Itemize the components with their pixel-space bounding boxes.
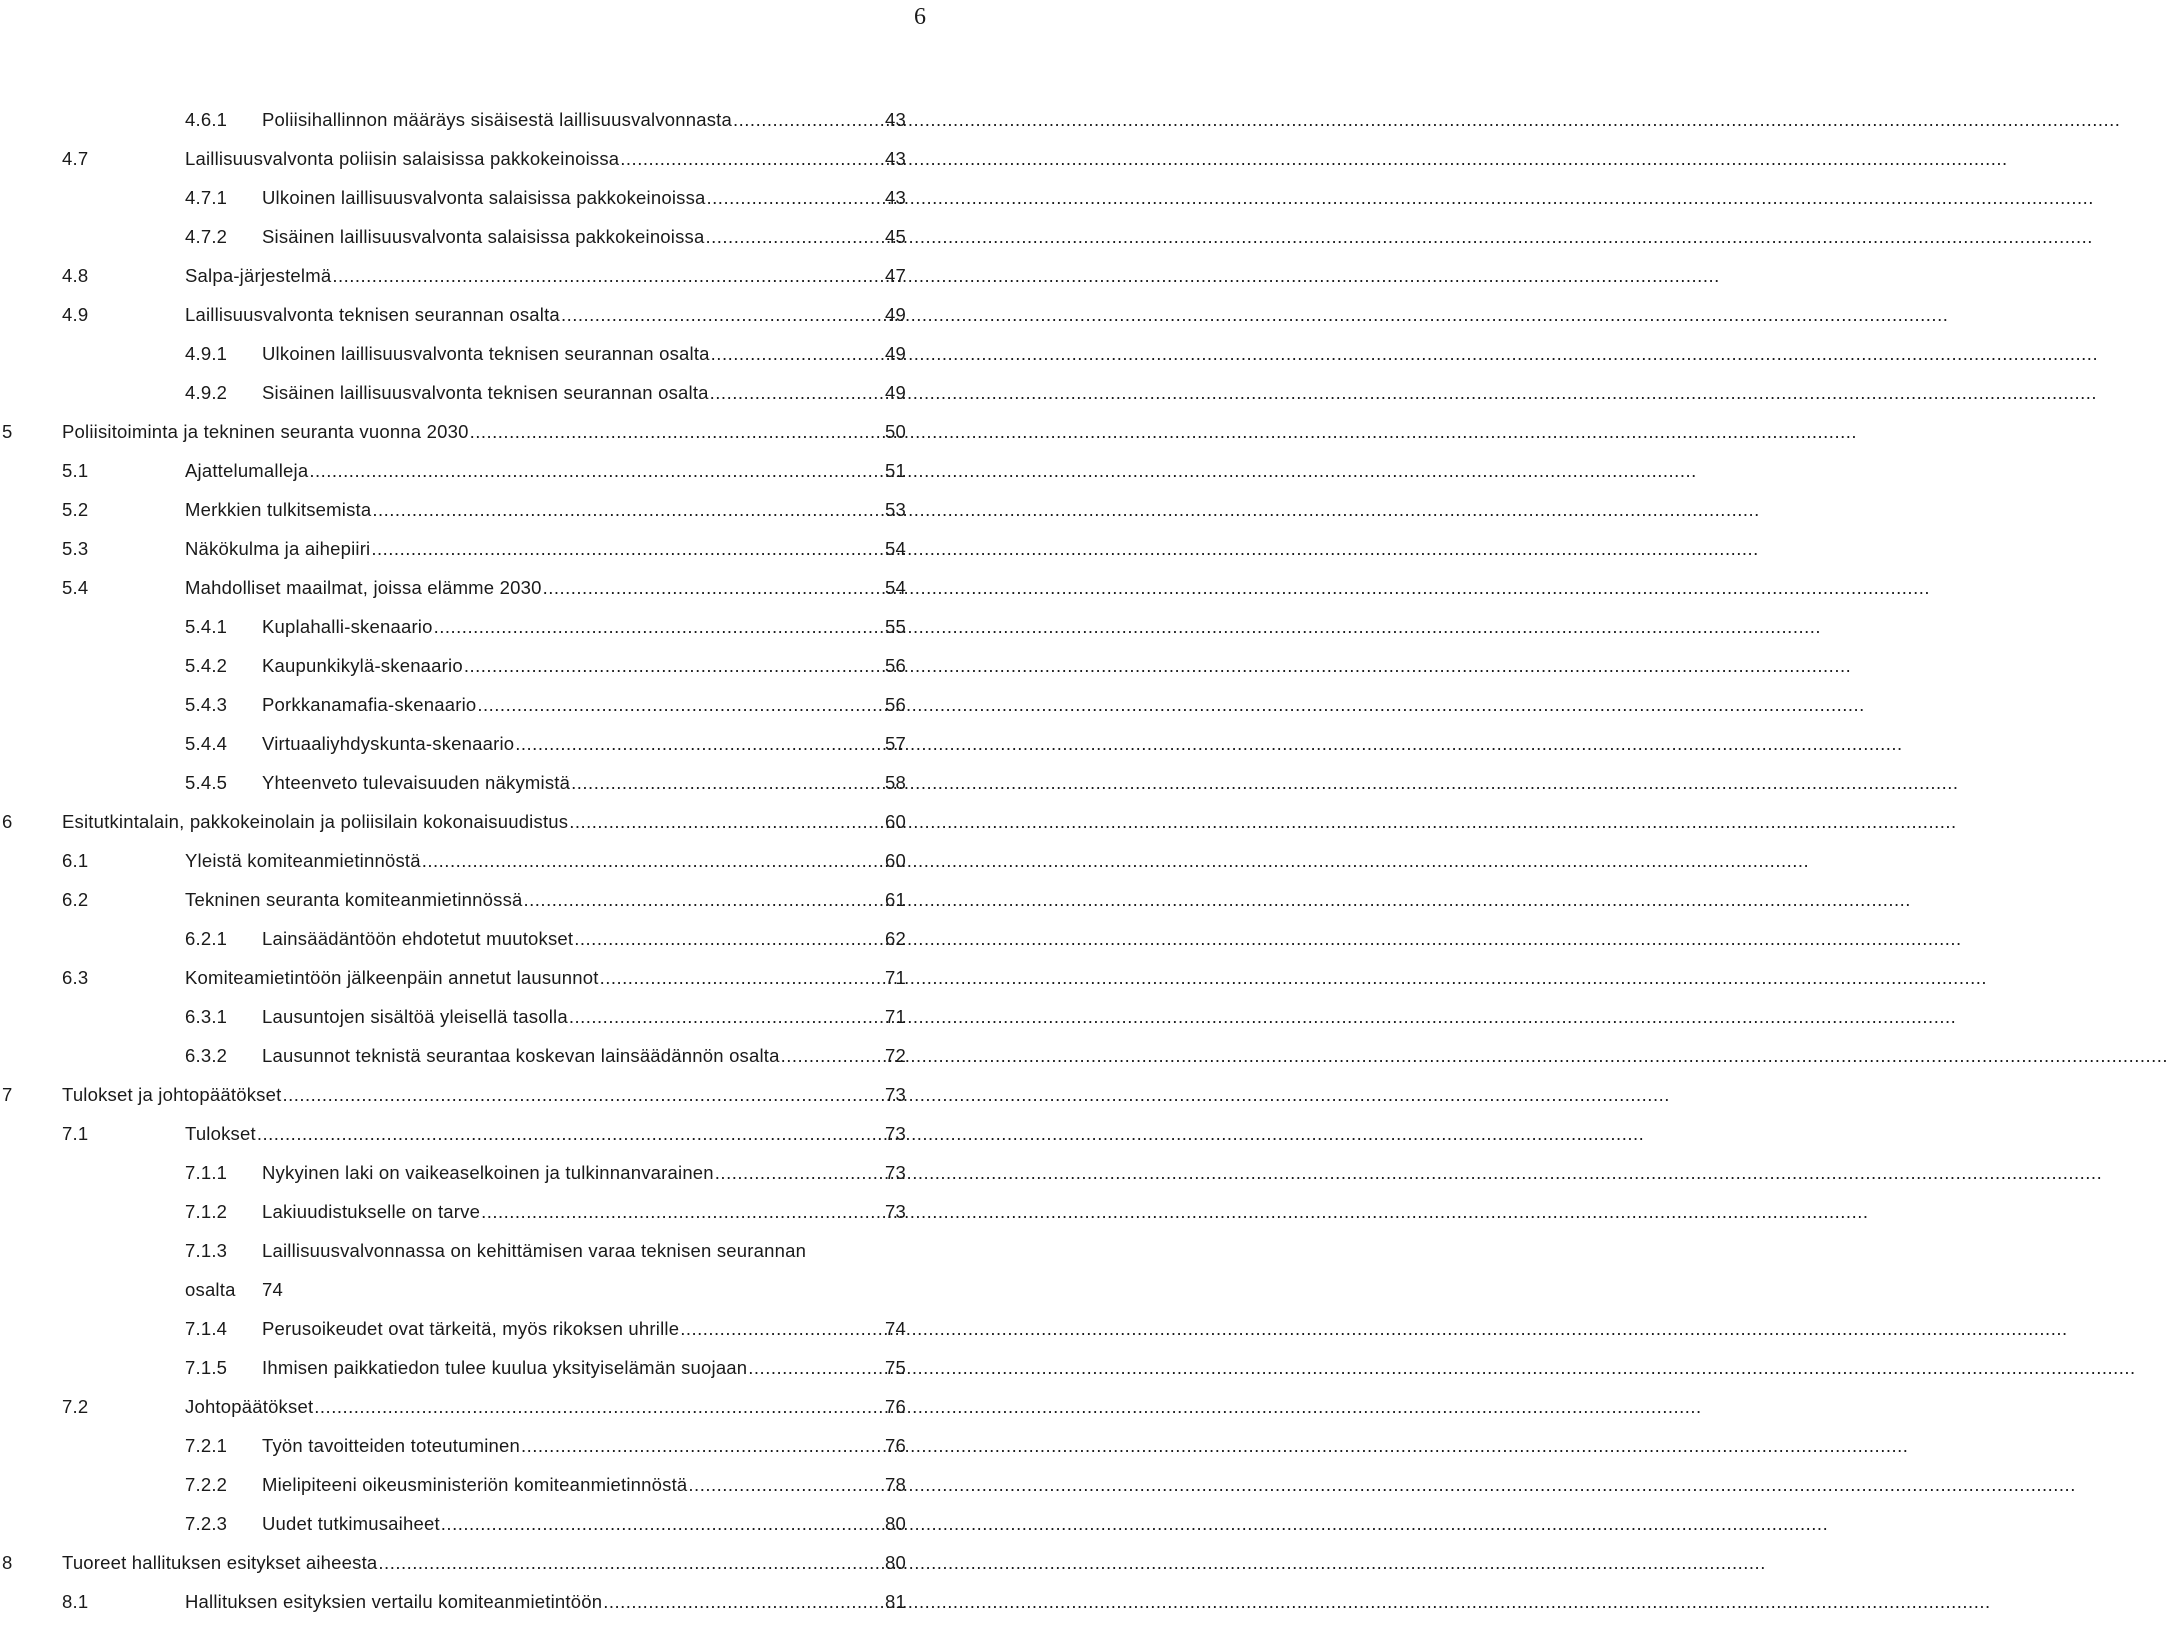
toc-entry-page: 53 xyxy=(885,499,906,520)
toc-dot-leader xyxy=(309,451,883,490)
toc-dot-leader xyxy=(620,139,883,178)
toc-entry-body xyxy=(262,997,906,1036)
toc-entry[interactable] xyxy=(0,1036,960,1075)
toc-entry-title: Laillisuusvalvonta teknisen seurannan osalta xyxy=(185,304,560,325)
toc-entry-number: 7.1.2 xyxy=(185,1201,228,1222)
toc-entry-page: 55 xyxy=(885,616,906,637)
toc-entry[interactable] xyxy=(0,724,960,763)
toc-entry-title: Virtuaaliyhdyskunta-skenaario xyxy=(262,733,515,754)
toc-entry-title: Työn tavoitteiden toteutuminen xyxy=(262,1435,520,1456)
toc-entry[interactable] xyxy=(0,1504,960,1543)
toc-entry-title: Tulokset ja johtopäätökset xyxy=(62,1084,282,1105)
toc-entry-number: 7.2 xyxy=(62,1396,89,1417)
toc-entry-body xyxy=(262,373,906,412)
toc-entry-title: Nykyinen laki on vaikeaselkoinen ja tulkinnanvarainen xyxy=(262,1162,714,1183)
toc-entry-title: Komiteamietintöön jälkeenpäin annetut lausunnot xyxy=(185,967,599,988)
toc-entry-title: Mielipiteeni oikeusministeriön komiteanmietinnöstä xyxy=(262,1474,688,1495)
toc-entry-title: Perusoikeudet ovat tärkeitä, myös rikoksen uhrille xyxy=(262,1318,680,1339)
toc-entry-number: 8 xyxy=(2,1552,13,1573)
toc-entry[interactable] xyxy=(0,685,960,724)
toc-entry-number: 5.4 xyxy=(62,577,89,598)
toc-entry[interactable] xyxy=(0,178,960,217)
toc-entry-body xyxy=(62,1543,906,1582)
toc-entry-page: 75 xyxy=(885,1357,906,1378)
toc-entry-title: Esitutkintalain, pakkokeinolain ja poliisilain kokonaisuudistus xyxy=(62,811,569,832)
toc-entry-number: 7.2.1 xyxy=(185,1435,228,1456)
toc-entry-title-continuation: osalta xyxy=(185,1279,236,1300)
toc-entry[interactable] xyxy=(0,451,960,490)
toc-entry-number: 6.3 xyxy=(62,967,89,988)
toc-entry-title: Laillisuusvalvonnassa on kehittämisen varaa teknisen seurannan xyxy=(262,1240,807,1261)
toc-entry-page: 57 xyxy=(885,733,906,754)
toc-entry[interactable] xyxy=(0,1465,960,1504)
toc-entry-title: Tekninen seuranta komiteanmietinnössä xyxy=(185,889,523,910)
toc-entry-body xyxy=(262,1153,906,1192)
toc-entry-continuation[interactable] xyxy=(0,1270,960,1309)
toc-dot-leader xyxy=(282,1075,883,1114)
toc-entry-body xyxy=(262,919,906,958)
toc-dot-leader xyxy=(521,1426,883,1465)
toc-entry[interactable] xyxy=(0,1153,960,1192)
toc-entry-body xyxy=(262,685,906,724)
toc-entry[interactable] xyxy=(0,295,960,334)
toc-entry-page: 74 xyxy=(885,1318,906,1339)
toc-entry-body xyxy=(262,724,906,763)
toc-dot-leader xyxy=(441,1504,883,1543)
toc-entry-body xyxy=(185,880,906,919)
toc-dot-leader xyxy=(707,178,883,217)
toc-entry-page: 51 xyxy=(885,460,906,481)
toc-dot-leader xyxy=(706,217,884,256)
toc-entry-page: 45 xyxy=(885,226,906,247)
toc-entry-page: 71 xyxy=(885,967,906,988)
toc-entry-title: Ajattelumalleja xyxy=(185,460,309,481)
toc-entry-body xyxy=(262,1426,906,1465)
toc-entry-page: 47 xyxy=(885,265,906,286)
toc-entry[interactable] xyxy=(0,1114,960,1153)
toc-entry-number: 5.3 xyxy=(62,538,89,559)
toc-entry-body xyxy=(262,1036,906,1075)
toc-entry-title: Hallituksen esityksien vertailu komiteanmietintöön xyxy=(185,1591,603,1612)
toc-entry-number: 5 xyxy=(2,421,13,442)
toc-entry-body xyxy=(185,139,906,178)
toc-entry-body xyxy=(262,1348,906,1387)
toc-entry-number: 4.6.1 xyxy=(185,109,228,130)
toc-entry[interactable] xyxy=(0,412,960,451)
toc-entry-body xyxy=(185,1114,906,1153)
toc-dot-leader xyxy=(733,100,883,139)
toc-entry-title: Poliisitoiminta ja tekninen seuranta vuonna 2030 xyxy=(62,421,469,442)
toc-entry-title: Poliisihallinnon määräys sisäisestä laillisuusvalvonnasta xyxy=(262,109,733,130)
toc-entry-title: Merkkien tulkitsemista xyxy=(185,499,372,520)
toc-entry-number: 7.1.5 xyxy=(185,1357,228,1378)
toc-entry[interactable] xyxy=(0,139,960,178)
toc-entry-title: Sisäinen laillisuusvalvonta salaisissa pakkokeinoissa xyxy=(262,226,705,247)
toc-entry[interactable] xyxy=(0,802,960,841)
toc-entry[interactable] xyxy=(0,880,960,919)
toc-dot-leader xyxy=(477,685,883,724)
toc-entry-title: Ulkoinen laillisuusvalvonta salaisissa pakkokeinoissa xyxy=(262,187,706,208)
toc-entry[interactable] xyxy=(0,919,960,958)
toc-entry-body xyxy=(262,1192,906,1231)
toc-dot-leader xyxy=(314,1387,883,1426)
toc-entry-number: 7.2.2 xyxy=(185,1474,228,1495)
toc-entry-page: 43 xyxy=(885,148,906,169)
toc-entry[interactable] xyxy=(0,841,960,880)
toc-entry-number: 6.1 xyxy=(62,850,89,871)
toc-entry-body xyxy=(185,958,906,997)
toc-entry-title: Lakiuudistukselle on tarve xyxy=(262,1201,481,1222)
toc-dot-leader xyxy=(422,841,883,880)
toc-entry-number: 4.7.2 xyxy=(185,226,228,247)
toc-entry-number: 4.7 xyxy=(62,148,89,169)
toc-entry-body xyxy=(185,490,906,529)
toc-entry[interactable] xyxy=(0,1231,960,1270)
toc-entry-number: 6.3.2 xyxy=(185,1045,228,1066)
toc-entry-title: Ulkoinen laillisuusvalvonta teknisen seurannan osalta xyxy=(262,343,710,364)
toc-entry-number: 5.2 xyxy=(62,499,89,520)
toc-entry-title: Laillisuusvalvonta poliisin salaisissa pakkokeinoissa xyxy=(185,148,620,169)
toc-entry-title: Porkkanamafia-skenaario xyxy=(262,694,477,715)
toc-entry-number: 6 xyxy=(2,811,13,832)
toc-entry-number: 6.3.1 xyxy=(185,1006,228,1027)
toc-entry-body xyxy=(185,1582,906,1621)
toc-entry-page: 54 xyxy=(885,577,906,598)
toc-dot-leader xyxy=(571,763,883,802)
toc-entry[interactable] xyxy=(0,1543,960,1582)
toc-entry-page: 76 xyxy=(885,1435,906,1456)
toc-entry-page: 60 xyxy=(885,811,906,832)
toc-dot-leader xyxy=(257,1114,883,1153)
toc-entry-title: Mahdolliset maailmat, joissa elämme 2030 xyxy=(185,577,542,598)
toc-entry-page: 60 xyxy=(885,850,906,871)
toc-entry-body xyxy=(62,1075,906,1114)
toc-dot-leader xyxy=(434,607,883,646)
toc-dot-leader xyxy=(524,880,884,919)
toc-entry-number: 7.1.4 xyxy=(185,1318,228,1339)
toc-dot-leader xyxy=(781,1036,883,1075)
toc-dot-leader xyxy=(600,958,883,997)
toc-entry[interactable] xyxy=(0,373,960,412)
toc-entry-body xyxy=(185,295,906,334)
toc-entry[interactable] xyxy=(0,997,960,1036)
toc-dot-leader xyxy=(711,334,883,373)
toc-entry-number: 6.2 xyxy=(62,889,89,910)
toc-entry-number: 5.4.4 xyxy=(185,733,228,754)
toc-entry-body xyxy=(262,178,906,217)
toc-dot-leader xyxy=(561,295,883,334)
toc-entry-number: 7.1.1 xyxy=(185,1162,228,1183)
toc-entry-page: 61 xyxy=(885,889,906,910)
toc-entry-body xyxy=(185,841,906,880)
toc-entry-page: 73 xyxy=(885,1123,906,1144)
toc-entry-body xyxy=(262,334,906,373)
toc-entry-title: Lausunnot teknistä seurantaa koskevan lainsäädännön osalta xyxy=(262,1045,780,1066)
toc-entry-page: 43 xyxy=(885,187,906,208)
toc-entry-title: Tulokset xyxy=(185,1123,256,1144)
toc-entry-page: 56 xyxy=(885,655,906,676)
toc-dot-leader xyxy=(332,256,883,295)
toc-entry-number: 7.2.3 xyxy=(185,1513,228,1534)
toc-entry-page: 54 xyxy=(885,538,906,559)
toc-entry-title: Salpa-järjestelmä xyxy=(185,265,332,286)
toc-entry-title: Kaupunkikylä-skenaario xyxy=(262,655,463,676)
toc-entry[interactable] xyxy=(0,334,960,373)
toc-entry-page: 76 xyxy=(885,1396,906,1417)
toc-entry-page: 74 xyxy=(262,1279,283,1300)
toc-entry[interactable] xyxy=(0,607,960,646)
toc-entry-number: 5.4.1 xyxy=(185,616,228,637)
toc-entry-number: 4.9.1 xyxy=(185,343,228,364)
toc-dot-leader xyxy=(748,1348,883,1387)
toc-entry-body xyxy=(262,646,906,685)
toc-dot-leader xyxy=(680,1309,883,1348)
toc-entry-page: 71 xyxy=(885,1006,906,1027)
table-of-contents xyxy=(0,100,960,1621)
toc-entry[interactable] xyxy=(0,100,960,139)
toc-entry[interactable] xyxy=(0,1075,960,1114)
toc-entry[interactable] xyxy=(0,568,960,607)
toc-entry-body xyxy=(262,100,906,139)
toc-entry-number: 4.7.1 xyxy=(185,187,228,208)
toc-entry[interactable] xyxy=(0,1348,960,1387)
toc-entry-body xyxy=(185,529,906,568)
toc-entry-title: Uudet tutkimusaiheet xyxy=(262,1513,440,1534)
toc-entry-title: Yleistä komiteanmietinnöstä xyxy=(185,850,421,871)
toc-dot-leader xyxy=(464,646,883,685)
toc-entry-title: Johtopäätökset xyxy=(185,1396,314,1417)
toc-entry-page: 72 xyxy=(885,1045,906,1066)
toc-dot-leader xyxy=(371,529,883,568)
toc-entry-body xyxy=(262,763,906,802)
toc-entry-page: 49 xyxy=(885,382,906,403)
toc-entry-body xyxy=(262,1465,906,1504)
toc-dot-leader xyxy=(515,724,883,763)
toc-entry-page: 43 xyxy=(885,109,906,130)
toc-entry[interactable] xyxy=(0,958,960,997)
toc-entry-page: 73 xyxy=(885,1201,906,1222)
toc-entry[interactable] xyxy=(0,1387,960,1426)
toc-entry-page: 49 xyxy=(885,343,906,364)
toc-entry-body xyxy=(185,256,906,295)
toc-dot-leader xyxy=(481,1192,883,1231)
toc-entry-body xyxy=(262,217,906,256)
toc-entry[interactable] xyxy=(0,763,960,802)
toc-dot-leader xyxy=(603,1582,883,1621)
toc-dot-leader xyxy=(372,490,883,529)
toc-entry-body xyxy=(62,802,906,841)
toc-entry-page: 73 xyxy=(885,1084,906,1105)
toc-entry[interactable] xyxy=(0,490,960,529)
toc-entry-title: Yhteenveto tulevaisuuden näkymistä xyxy=(262,772,571,793)
page-number: 6 xyxy=(914,4,926,30)
toc-entry[interactable] xyxy=(0,1426,960,1465)
toc-entry-number: 7 xyxy=(2,1084,13,1105)
toc-entry-title: Sisäinen laillisuusvalvonta teknisen seurannan osalta xyxy=(262,382,709,403)
toc-dot-leader xyxy=(574,919,883,958)
toc-entry-body xyxy=(262,607,906,646)
toc-entry-page: 62 xyxy=(885,928,906,949)
toc-entry-page: 80 xyxy=(885,1513,906,1534)
toc-entry-number: 5.1 xyxy=(62,460,89,481)
toc-entry-page: 56 xyxy=(885,694,906,715)
toc-entry[interactable] xyxy=(0,217,960,256)
toc-entry-number: 8.1 xyxy=(62,1591,89,1612)
toc-entry-page: 73 xyxy=(885,1162,906,1183)
toc-dot-leader xyxy=(715,1153,883,1192)
toc-entry-title: Ihmisen paikkatiedon tulee kuulua yksityiselämän suojaan xyxy=(262,1357,748,1378)
toc-dot-leader xyxy=(710,373,883,412)
toc-entry-body xyxy=(185,1387,906,1426)
toc-entry-number: 4.8 xyxy=(62,265,89,286)
toc-dot-leader xyxy=(688,1465,883,1504)
toc-entry-number: 5.4.5 xyxy=(185,772,228,793)
toc-entry-page: 78 xyxy=(885,1474,906,1495)
toc-dot-leader xyxy=(470,412,883,451)
toc-entry[interactable] xyxy=(0,1309,960,1348)
toc-entry-number: 7.1.3 xyxy=(185,1240,228,1261)
toc-entry-body xyxy=(185,451,906,490)
toc-dot-leader xyxy=(569,997,883,1036)
toc-entry-number: 4.9 xyxy=(62,304,89,325)
toc-entry-page: 49 xyxy=(885,304,906,325)
toc-dot-leader xyxy=(543,568,883,607)
toc-entry-title: Tuoreet hallituksen esitykset aiheesta xyxy=(62,1552,378,1573)
toc-entry-body xyxy=(262,1309,906,1348)
toc-entry-number: 5.4.2 xyxy=(185,655,228,676)
toc-entry-title: Lausuntojen sisältöä yleisellä tasolla xyxy=(262,1006,568,1027)
toc-entry[interactable] xyxy=(0,1192,960,1231)
toc-entry-title: Näkökulma ja aihepiiri xyxy=(185,538,371,559)
toc-entry-number: 4.9.2 xyxy=(185,382,228,403)
toc-entry[interactable] xyxy=(0,529,960,568)
toc-entry-page: 58 xyxy=(885,772,906,793)
toc-entry-number: 7.1 xyxy=(62,1123,89,1144)
toc-entry-body xyxy=(62,412,906,451)
toc-dot-leader xyxy=(378,1543,883,1582)
toc-entry[interactable] xyxy=(0,646,960,685)
toc-entry-number: 5.4.3 xyxy=(185,694,228,715)
toc-dot-leader xyxy=(569,802,883,841)
toc-entry-number: 6.2.1 xyxy=(185,928,228,949)
toc-entry[interactable] xyxy=(0,256,960,295)
toc-entry-page: 80 xyxy=(885,1552,906,1573)
toc-entry-title: Kuplahalli-skenaario xyxy=(262,616,433,637)
toc-entry-body xyxy=(262,1504,906,1543)
toc-entry-page: 81 xyxy=(885,1591,906,1612)
toc-entry[interactable] xyxy=(0,1582,960,1621)
toc-entry-page: 50 xyxy=(885,421,906,442)
toc-entry-title: Lainsäädäntöön ehdotetut muutokset xyxy=(262,928,574,949)
toc-entry-body xyxy=(185,568,906,607)
